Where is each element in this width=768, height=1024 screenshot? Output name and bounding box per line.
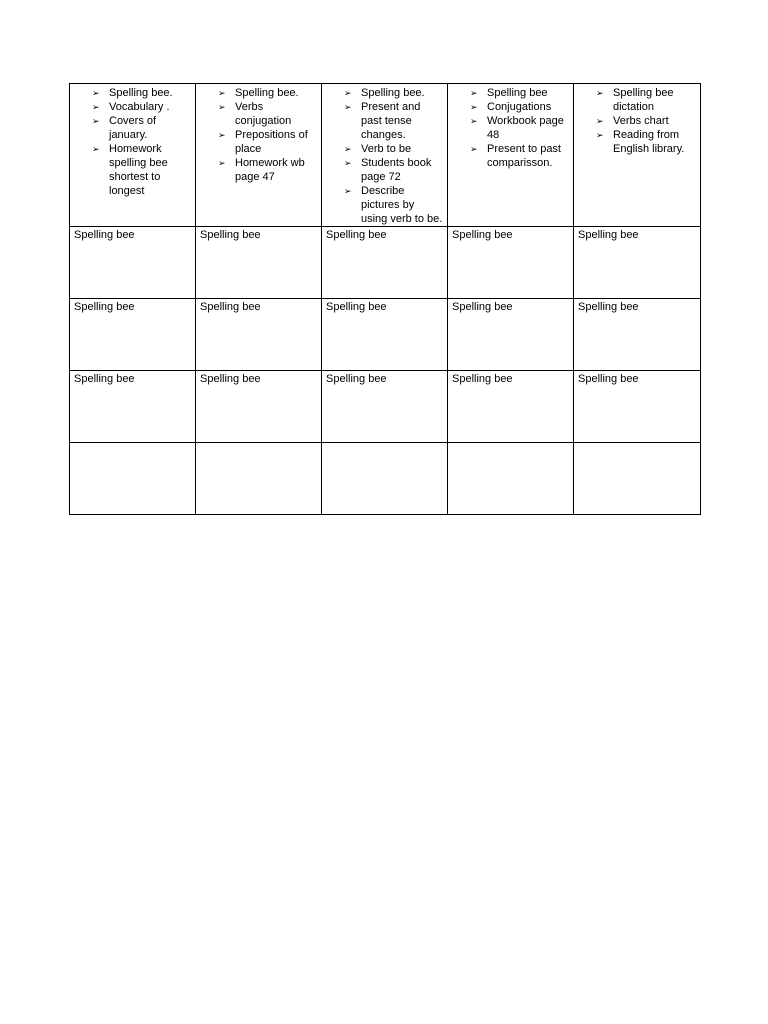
table-cell (322, 84, 448, 227)
list-item-text: Verbs chart (613, 115, 669, 127)
arrowhead-bullet-icon: ➢ (470, 116, 478, 126)
table-row (70, 443, 701, 515)
bullet-list (200, 86, 317, 184)
list-item (326, 100, 443, 142)
table-cell: Spelling bee (70, 299, 196, 371)
table-cell: Spelling bee (322, 299, 448, 371)
arrowhead-bullet-icon: ➢ (92, 102, 100, 112)
list-item-text: Students book page 72 (361, 157, 432, 183)
list-item (452, 100, 569, 114)
arrowhead-bullet-icon: ➢ (92, 144, 100, 154)
table-cell: Spelling bee (70, 227, 196, 299)
list-item-text: Verbs conjugation (235, 101, 292, 127)
list-item (578, 86, 696, 114)
list-item-text: Spelling bee. (109, 87, 173, 99)
table-cell: Spelling bee (448, 371, 574, 443)
list-item-text: Reading from English library. (613, 129, 685, 155)
table-cell: Spelling bee (574, 371, 701, 443)
table-cell: Spelling bee (70, 371, 196, 443)
list-item (326, 142, 443, 156)
list-item (326, 156, 443, 184)
list-item-text: Vocabulary . (109, 101, 170, 113)
table-row (70, 84, 701, 227)
arrowhead-bullet-icon: ➢ (470, 88, 478, 98)
table-cell (574, 443, 701, 515)
arrowhead-bullet-icon: ➢ (344, 88, 352, 98)
table-cell: Spelling bee (196, 227, 322, 299)
table-cell (70, 84, 196, 227)
list-item-text: Spelling bee. (235, 87, 299, 99)
list-item (326, 86, 443, 100)
table-cell (448, 443, 574, 515)
arrowhead-bullet-icon: ➢ (470, 102, 478, 112)
table-cell: Spelling bee (448, 227, 574, 299)
table-row (70, 299, 701, 371)
arrowhead-bullet-icon: ➢ (344, 144, 352, 154)
list-item (452, 86, 569, 100)
table-cell (574, 84, 701, 227)
table-cell (196, 84, 322, 227)
list-item-text: Spelling bee (487, 87, 548, 99)
bullet-list (74, 86, 191, 198)
list-item (578, 114, 696, 128)
arrowhead-bullet-icon: ➢ (344, 158, 352, 168)
list-item-text: Verb to be (361, 143, 412, 155)
arrowhead-bullet-icon: ➢ (92, 116, 100, 126)
arrowhead-bullet-icon: ➢ (92, 88, 100, 98)
list-item (74, 100, 191, 114)
list-item (200, 128, 317, 156)
lesson-plan-table (69, 83, 701, 515)
arrowhead-bullet-icon: ➢ (218, 130, 226, 140)
list-item-text: Describe pictures by using verb to be. (361, 185, 443, 225)
table-cell: Spelling bee (574, 299, 701, 371)
arrowhead-bullet-icon: ➢ (218, 102, 226, 112)
list-item-text: Spelling bee. (361, 87, 425, 99)
arrowhead-bullet-icon: ➢ (470, 144, 478, 154)
list-item (326, 184, 443, 226)
arrowhead-bullet-icon: ➢ (596, 88, 604, 98)
table-cell (196, 443, 322, 515)
table-cell: Spelling bee (322, 371, 448, 443)
list-item-text: Present and past tense changes. (361, 101, 421, 141)
table-cell (70, 443, 196, 515)
table-cell: Spelling bee (196, 299, 322, 371)
list-item (74, 114, 191, 142)
arrowhead-bullet-icon: ➢ (596, 116, 604, 126)
table-cell (448, 84, 574, 227)
list-item (578, 128, 696, 156)
list-item (200, 86, 317, 100)
table-row (70, 227, 701, 299)
table-row (70, 371, 701, 443)
bullet-list (452, 86, 569, 170)
list-item (200, 156, 317, 184)
list-item (452, 114, 569, 142)
arrowhead-bullet-icon: ➢ (218, 158, 226, 168)
list-item (74, 142, 191, 198)
list-item (452, 142, 569, 170)
list-item (74, 86, 191, 100)
list-item-text: Prepositions of place (235, 129, 308, 155)
arrowhead-bullet-icon: ➢ (344, 102, 352, 112)
table-cell: Spelling bee (322, 227, 448, 299)
table-cell: Spelling bee (196, 371, 322, 443)
table-cell: Spelling bee (448, 299, 574, 371)
list-item-text: Homework spelling bee shortest to longest (109, 143, 168, 197)
list-item-text: Homework wb page 47 (235, 157, 305, 183)
arrowhead-bullet-icon: ➢ (218, 88, 226, 98)
list-item-text: Spelling bee dictation (613, 87, 674, 113)
bullet-list (326, 86, 443, 226)
list-item-text: Conjugations (487, 101, 552, 113)
arrowhead-bullet-icon: ➢ (344, 186, 352, 196)
bullet-list (578, 86, 696, 156)
table-cell: Spelling bee (574, 227, 701, 299)
list-item (200, 100, 317, 128)
table-cell (322, 443, 448, 515)
list-item-text: Workbook page 48 (487, 115, 564, 141)
arrowhead-bullet-icon: ➢ (596, 130, 604, 140)
list-item-text: Present to past comparisson. (487, 143, 561, 169)
list-item-text: Covers of january. (109, 115, 157, 141)
